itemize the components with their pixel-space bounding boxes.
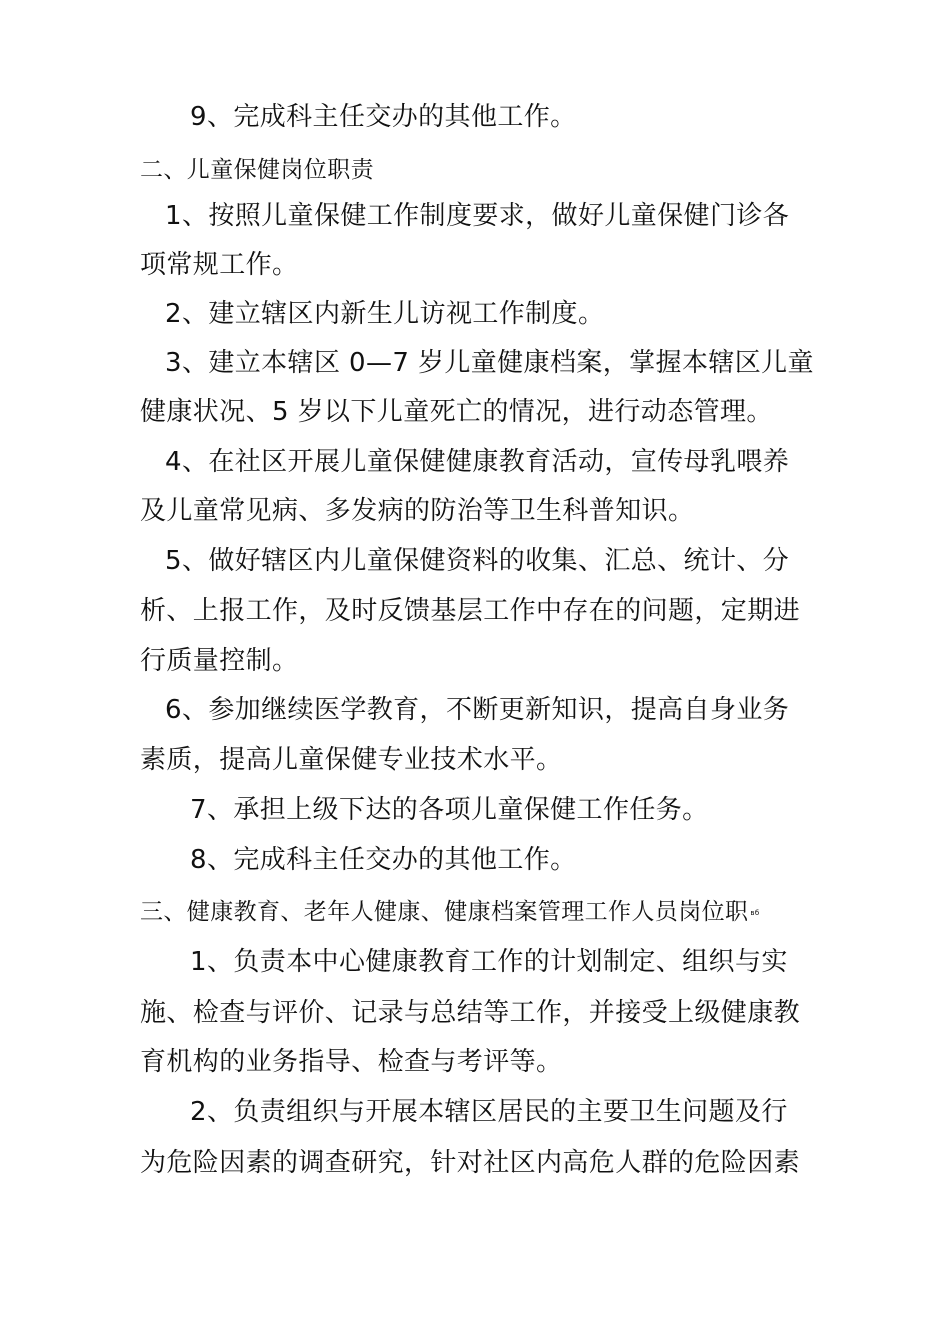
text-line: 2、建立辖区内新生儿访视工作制度。 <box>165 299 605 329</box>
text-line: 行质量控制。 <box>140 646 299 676</box>
text-line: 1、按照儿童保健工作制度要求，做好儿童保健门诊各 <box>165 201 790 231</box>
tail-mark: вб <box>750 908 760 917</box>
text-line: 健康状况、5 岁以下儿童死亡的情况，进行动态管理。 <box>140 397 773 427</box>
section-heading-text: 三、健康教育、老年人健康、健康档案管理工作人员岗位职 <box>140 899 749 925</box>
text-line: 施、检查与评价、记录与总结等工作，并接受上级健康教 <box>140 998 801 1028</box>
text-line: 5、做好辖区内儿童保健资料的收集、汇总、统计、分 <box>165 546 790 576</box>
text-line: 9、完成科主任交办的其他工作。 <box>190 102 577 132</box>
text-line: 为危险因素的调查研究，针对社区内高危人群的危险因素 <box>140 1148 801 1178</box>
text-line: 8、完成科主任交办的其他工作。 <box>190 845 577 875</box>
text-line: 析、上报工作，及时反馈基层工作中存在的问题，定期进 <box>140 596 801 626</box>
text-line: 6、参加继续医学教育，不断更新知识，提高自身业务 <box>165 695 790 725</box>
text-line: 项常规工作。 <box>140 250 299 280</box>
text-line: 2、负责组织与开展本辖区居民的主要卫生问题及行 <box>190 1097 788 1127</box>
text-line: 4、在社区开展儿童保健健康教育活动，宣传母乳喂养 <box>165 447 790 477</box>
section-heading: 二、儿童保健岗位职责 <box>140 157 374 183</box>
text-line: 1、负责本中心健康教育工作的计划制定、组织与实 <box>190 947 788 977</box>
text-line: 7、承担上级下达的各项儿童保健工作任务。 <box>190 795 709 825</box>
text-line: 3、建立本辖区 0—7 岁儿童健康档案，掌握本辖区儿童 <box>165 348 814 378</box>
text-line: 及儿童常见病、多发病的防治等卫生科普知识。 <box>140 496 695 526</box>
text-line: 育机构的业务指导、检查与考评等。 <box>140 1047 563 1077</box>
text-line: 素质，提高儿童保健专业技术水平。 <box>140 745 563 775</box>
section-heading <box>140 895 860 930</box>
